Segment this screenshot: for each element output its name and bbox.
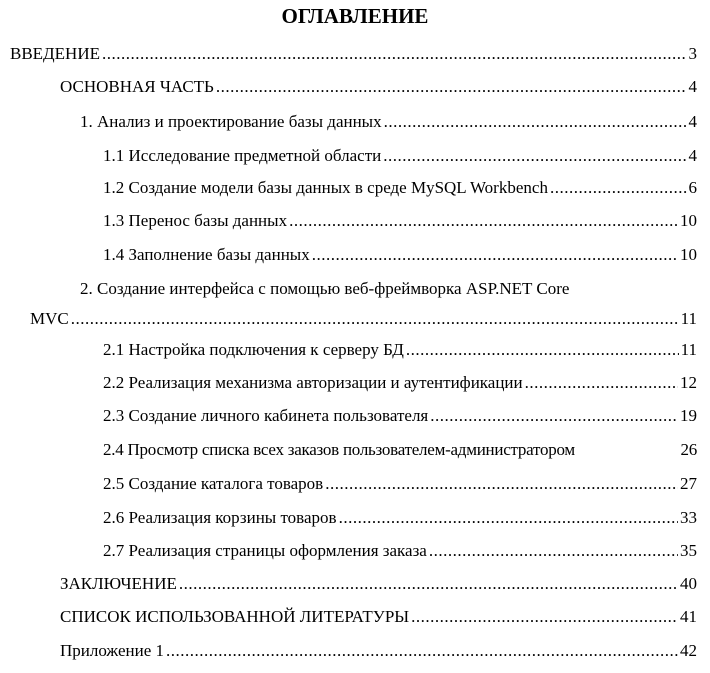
dot-leader [102,44,687,64]
toc-label: ОСНОВНАЯ ЧАСТЬ [60,77,214,96]
dot-leader [406,340,679,360]
toc-page: 42 [680,641,697,660]
dot-leader [430,406,678,426]
dot-leader [383,146,686,166]
toc-page: 26 [680,440,697,459]
toc-page: 33 [680,508,697,527]
toc-page: 19 [680,406,697,425]
toc-page: 41 [680,607,697,626]
toc-page: 3 [688,44,697,63]
dot-leader [411,607,678,627]
toc-entry[interactable] [60,641,697,663]
dot-leader [166,641,678,661]
toc-entry[interactable] [103,245,697,267]
toc-entry[interactable] [103,508,697,530]
toc-label: 1.3 Перенос базы данных [103,211,288,230]
toc-label: 2.4 Просмотр списка всех заказов пользователем-администратором [103,440,575,459]
toc-page: 12 [680,373,697,392]
toc-label: 2.6 Реализация корзины товаров [103,508,337,527]
toc-page: 27 [680,474,697,493]
toc-page: 4 [688,112,697,131]
toc-label: 2.3 Создание личного кабинета пользователя [103,406,429,425]
toc-entry[interactable] [10,44,697,66]
toc-page: 10 [680,245,697,264]
toc-page: 4 [688,146,697,165]
toc-label: 2.7 Реализация страницы оформления заказа [103,541,427,560]
toc-label: 2.1 Настройка подключения к серверу БД [103,340,404,359]
dot-leader [429,541,678,561]
toc-label: 1.1 Исследование предметной области [103,146,382,165]
toc-entry[interactable] [103,406,697,428]
toc-label: 1.4 Заполнение базы данных [103,245,310,264]
toc-entry[interactable] [103,541,697,563]
toc-label: СПИСОК ИСПОЛЬЗОВАННОЙ ЛИТЕРАТУРЫ [60,607,410,626]
dot-leader [179,574,678,594]
toc-page: 11 [680,309,697,328]
dot-leader [71,309,679,329]
dot-leader [525,373,678,393]
dot-leader [216,77,687,97]
toc-entry[interactable] [103,146,697,168]
toc-entry[interactable] [60,574,697,596]
page-title: ОГЛАВЛЕНИЕ [281,4,429,28]
toc-entry[interactable] [103,211,697,233]
toc-label: MVC [30,309,69,328]
toc-label: 1. Анализ и проектирование базы данных [80,112,382,131]
toc-label: ВВЕДЕНИЕ [10,44,100,63]
dot-leader [289,211,678,231]
toc-entry[interactable] [103,340,697,362]
toc-entry[interactable] [80,112,697,134]
dot-leader [312,245,678,265]
toc-entry[interactable] [60,607,697,629]
toc-label: 2. Создание интерфейса с помощью веб-фреймворка ASP.NET Core [80,279,570,298]
toc-entry[interactable] [60,77,697,99]
toc-page: 11 [680,340,697,359]
toc-entry[interactable] [103,178,697,200]
toc-entry-continuation[interactable] [30,309,697,331]
toc-entry[interactable] [80,279,697,301]
toc-label: 2.5 Создание каталога товаров [103,474,324,493]
dot-leader [550,178,687,198]
toc-page: 10 [680,211,697,230]
toc-label: 2.2 Реализация механизма авторизации и аутентификации [103,373,523,392]
toc-label: Приложение 1 [60,641,164,660]
toc-entry[interactable] [103,440,697,462]
dot-leader [325,474,678,494]
toc-entry[interactable] [103,474,697,496]
toc-page: 40 [680,574,697,593]
toc-label: 1.2 Создание модели базы данных в среде MySQL Workbench [103,178,548,197]
toc-page: 6 [688,178,697,197]
dot-leader [384,112,687,132]
toc-label: ЗАКЛЮЧЕНИЕ [60,574,177,593]
dot-leader [339,508,678,528]
toc-page: 4 [688,77,697,96]
toc-page: 35 [680,541,697,560]
toc-entry[interactable] [103,373,697,395]
